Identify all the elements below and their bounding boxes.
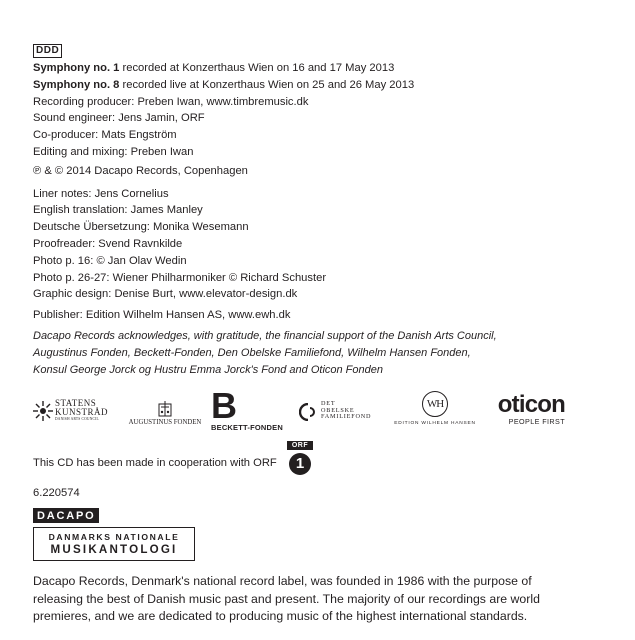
recording-line-1 — [33, 60, 603, 77]
obelske-line: DET — [321, 399, 336, 407]
credit-line: Sound engineer: Jens Jamin, ORF — [33, 112, 205, 125]
oticon-name: oticon — [497, 390, 565, 418]
crest-icon — [156, 401, 174, 417]
credit-line: Deutsche Übersetzung: Monika Wesemann — [33, 221, 249, 234]
orf-row — [33, 441, 603, 487]
oticon-tagline: PEOPLE FIRST — [508, 416, 565, 426]
orf-logo — [287, 441, 313, 475]
acknowledgement — [33, 328, 603, 379]
recording-detail: recorded at Konzerthaus Wien on 16 and 17 May 2013 — [119, 62, 395, 74]
anthology-logo — [33, 527, 195, 561]
about-line: Dacapo Records, Denmark's national record label, was founded in 1986 with the purpose of — [33, 574, 532, 588]
sponsor-logos — [33, 384, 603, 443]
arts-council-line: DANISH ARTS COUNCIL — [55, 416, 99, 421]
credit-line: Co-producer: Mats Engström — [33, 129, 177, 142]
obelske-line: FAMILIEFOND — [321, 413, 372, 421]
kunstraad-line: KUNSTRÅD — [55, 406, 109, 417]
credit-line: Photo p. 16: © Jan Olav Wedin — [33, 254, 187, 267]
publisher-line: Publisher: Edition Wilhelm Hansen AS, www.ewh.dk — [33, 309, 291, 322]
obelske-mark-icon — [299, 403, 317, 421]
sunburst-icon — [33, 401, 53, 421]
acknowledgement-line: Augustinus Fonden, Beckett-Fonden, Den Obelske Familiefond, Wilhelm Hansen Fonden, — [33, 346, 471, 359]
wilhelm-label: EDITION WILHELM HANSEN — [394, 420, 476, 426]
wh-monogram-icon — [422, 391, 448, 417]
credits-page — [33, 40, 603, 524]
ddd-badge: DDD — [33, 44, 62, 58]
credit-line: Photo p. 26-27: Wiener Philharmoniker © Richard Schuster — [33, 271, 327, 284]
orf-wordmark: ORF — [287, 441, 313, 450]
copyright-line: ℗ & © 2014 Dacapo Records, Copenhagen — [33, 164, 248, 177]
augustinus-fonden-logo — [121, 401, 209, 426]
oticon-logo — [483, 390, 565, 426]
credit-line: English translation: James Manley — [33, 204, 203, 217]
about-line: releasing the best of Danish music past and present. The majority of our recordings are world — [33, 591, 540, 606]
acknowledgement-line: Konsul George Jorck og Hustru Emma Jorck's Fond and Oticon Fonden — [33, 363, 383, 376]
augustinus-label: AUGUSTINUS FONDEN — [128, 418, 202, 426]
credit-line: Editing and mixing: Preben Iwan — [33, 145, 194, 158]
acknowledgement-line: Dacapo Records acknowledges, with gratitude, the financial support of the Danish Arts Council, — [33, 329, 497, 342]
credit-line: Graphic design: Denise Burt, www.elevator-design.dk — [33, 288, 298, 301]
wilhelm-hansen-logo — [389, 391, 481, 426]
credit-line: Recording producer: Preben Iwan, www.timbremusic.dk — [33, 95, 309, 108]
credit-line: Proofreader: Svend Ravnkilde — [33, 237, 183, 250]
beckett-letter: B — [211, 384, 237, 426]
obelske-line: OBELSKE — [321, 406, 355, 414]
statens-line: STATENS — [55, 397, 97, 408]
anthology-line-1: DANMARKS NATIONALE — [48, 532, 180, 542]
about-dacapo — [33, 573, 603, 626]
recording-line-2 — [33, 77, 603, 94]
wh-monogram: WH — [426, 397, 444, 410]
anthology-line-2: MUSIKANTOLOGI — [50, 543, 178, 556]
credit-line: Liner notes: Jens Cornelius — [33, 187, 169, 200]
catalog-number: 6.220574 — [33, 486, 80, 499]
recording-title: Symphony no. 8 — [33, 78, 120, 91]
orf-number: 1 — [295, 455, 305, 473]
cooperation-text: This CD has been made in cooperation with ORF — [33, 456, 277, 469]
orf-badge-icon — [289, 453, 311, 475]
dacapo-label: DACAPO — [33, 508, 99, 523]
beckett-label: BECKETT-FONDEN — [211, 422, 283, 432]
beckett-fonden-logo — [211, 384, 283, 432]
about-line: premieres, and we are dedicated to producing music of the highest international standards. — [33, 609, 528, 623]
recording-detail: recorded live at Konzerthaus Wien on 25 and 26 May 2013 — [119, 78, 415, 91]
recording-title: Symphony no. 1 — [33, 62, 120, 74]
